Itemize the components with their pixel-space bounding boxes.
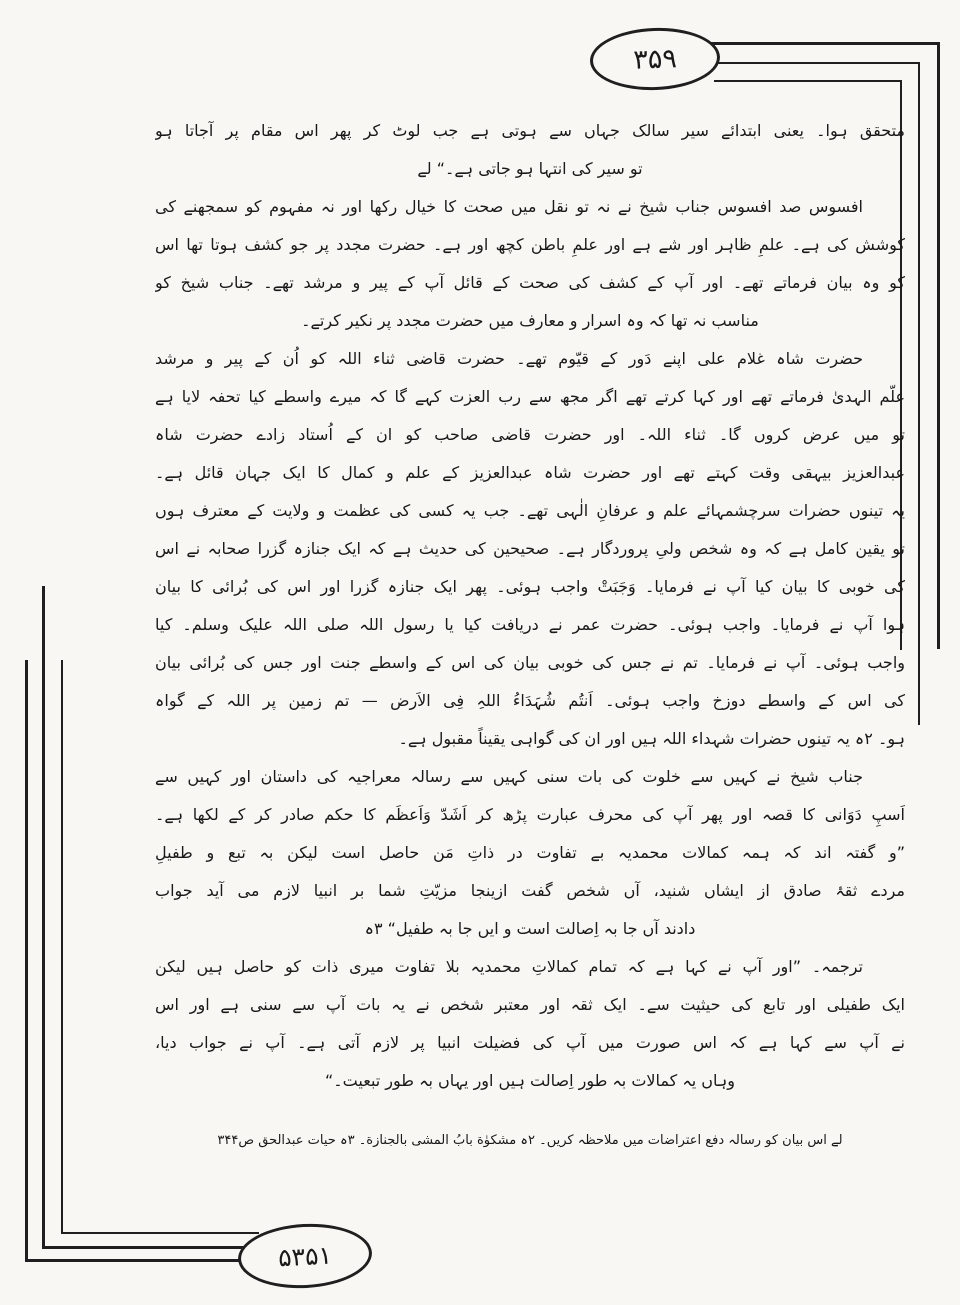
text-line: عبدالعزیز بیہقی وقت کہتے تھے اور حضرت شاہ عبدالعزیز کے علم و کمال کا ایک جہان قائل ہے۔ [155,463,905,482]
text-line: ”و گفتہ اند کہ ہمہ کمالات محمدیہ بے تفاوت در ذاتِ مَن حاصل است لیکن بہ تبع و طفیلِ [155,843,905,862]
text-line: جناب شیخ نے کہیں سے خلوت کی بات سنی کہیں سے رسالہ معراجیہ کی داستان اور کہیں سے [155,767,863,786]
page-number-bottom: ۵۳۵۱ [277,1240,333,1272]
frame-line-top-1 [706,42,940,45]
frame-line-top-2 [710,62,920,64]
frame-line-left-3 [61,660,63,1234]
text-line: تو یقین کامل ہے کہ وہ شخص ولیِ پروردگار ہے۔ صحیحین کی حدیث ہے کہ ایک جنازہ گزرا صحابہ نے اس [155,539,905,558]
frame-line-bottom-3 [61,1232,259,1234]
text-line: نے آپ سے کہا ہے کہ اس صورت میں آپ کی فضیلت انبیا پر لازم آتی ہے۔ آپ نے جواب دیا، [155,1033,905,1052]
text-line: ہو۔ ۲ہ یہ تینوں حضرات شہداء اللہ ہیں اور ان کی گواہی یقیناً مقبول ہے۔ [398,729,905,748]
text-line: کی اس کے واسطے دوزخ واجب ہوئی۔ اَنتُم شُہَدَاءُ اللہِ فِی الاَرض — تم زمین پر اللہ کے گواہ [155,691,905,710]
text-line: ہوا آپ نے فرمایا۔ واجب ہوئی۔ حضرت عمر نے دریافت کیا یا رسول اللہ صلی اللہ علیک وسلم۔ کیا [155,615,905,634]
text-line: کی خوبی کا بیان کیا آپ نے فرمایا۔ وَجَبَتْ واجب ہوئی۔ پھر ایک جنازہ گزرا اور اس کی بُرائی کا بیان [155,577,905,596]
frame-line-right-2 [918,62,920,725]
text-line: افسوس صد افسوس جناب شیخ نے نہ تو نقل میں صحت کا خیال رکھا اور نہ مفہوم کو سمجھنے کی [155,197,863,216]
frame-line-bottom-2 [42,1246,254,1249]
text-line: مردے ثقۂ صادق از ایشاں شنید، آں شخص گفت ازینجا مزیّتِ شما بر انبیا لازم می آید جواب [155,881,905,900]
text-line: علّم الہدیٰ فرماتے تھے اور کہا کرتے تھے اگر مجھ سے رب العزت کہے گا کہ میرے واسطے کیا تحفہ لایا ہے [155,387,905,406]
text-line: ترجمہ۔ ”اور آپ نے کہا ہے کہ تمام کمالاتِ محمدیہ بلا تفاوت میری ذات کو حاصل ہیں لیکن [155,957,863,976]
text-line: واجب ہوئی۔ آپ نے فرمایا۔ تم نے جس کی خوبی بیان کی اس کے واسطے جنت اور جس کی بُرائی بیان [155,653,905,672]
page-number-top: ۳۵۹ [632,42,678,76]
footnote-line: لے اس بیان کو رسالہ دفع اعتراضات میں ملاحظہ کریں۔ ۲ہ مشکوٰة بابُ المشی بالجنازة۔ ۳ہ حیات عبدالحق ص۳۴۴ [217,1133,843,1148]
text-line: ایک طفیلی اور تابع کی حیثیت سے۔ ایک ثقہ اور معتبر شخص نے یہ بات آپ سے سنی ہے اور اس [155,995,905,1014]
frame-line-left-2 [42,586,45,1249]
frame-line-bottom-1 [25,1259,249,1262]
text-line: کوشش کی ہے۔ علمِ ظاہر اور شے ہے اور علمِ باطن کچھ اور ہے۔ حضرت مجدد پر جو کشف ہوتا تھا اس [155,235,905,254]
text-line: مناسب نہ تھا کہ وہ اسرار و معارف میں حضرت مجدد پر نکیر کرتے۔ [301,311,759,330]
text-line: دادند آں جا بہ اِصالت است و ایں جا بہ طفیل“ ۳ہ [364,919,696,938]
body-text-block [155,112,905,1156]
text-line: وہاں یہ کمالات بہ طور اِصالت ہیں اور یہاں بہ طور تبعیت۔“ [325,1071,735,1090]
frame-line-left-1 [25,660,28,1262]
text-line: حضرت شاہ غلام علی اپنے دَور کے قیّوم تھے۔ حضرت قاضی ثناء اللہ کو اُن کے پیر و مرشد [155,349,864,368]
page-number-oval-top [589,26,721,92]
text-line: یہ تینوں حضرات سرچشمہائے علم و عرفانِ الٰہی تھے۔ جب یہ کسی کی عظمت و ولایت کے معترف ہوں [155,501,905,520]
frame-line-top-3 [714,80,902,82]
frame-line-right-1 [937,42,940,649]
text-line: تو میں عرض کروں گا۔ ثناء اللہ۔ اور حضرت قاضی صاحب کو ان کے اُستاد زادے حضرت شاہ [155,425,905,444]
text-line: تو سیر کی انتہا ہو جاتی ہے۔“ لے [417,159,643,178]
text-line: اَسپِ دَوَانی کا قصہ اور پھر آپ کی محرف عبارت پڑھ کر اَشَدّ وَاَعظَم کا حکم صادر کر کے لکھا ہے۔ [155,805,905,824]
text-line: کو وہ بیان فرماتے تھے۔ اور آپ کے کشف کی صحت کے قائل آپ کے پیر و مرشد تھے۔ جناب شیخ کو [155,273,905,292]
text-line: متحقق ہوا۔ یعنی ابتدائے سیر سالک جہاں سے ہوتی ہے جب لوٹ کر پھر اس مقام پر آجاتا ہو [155,121,905,140]
